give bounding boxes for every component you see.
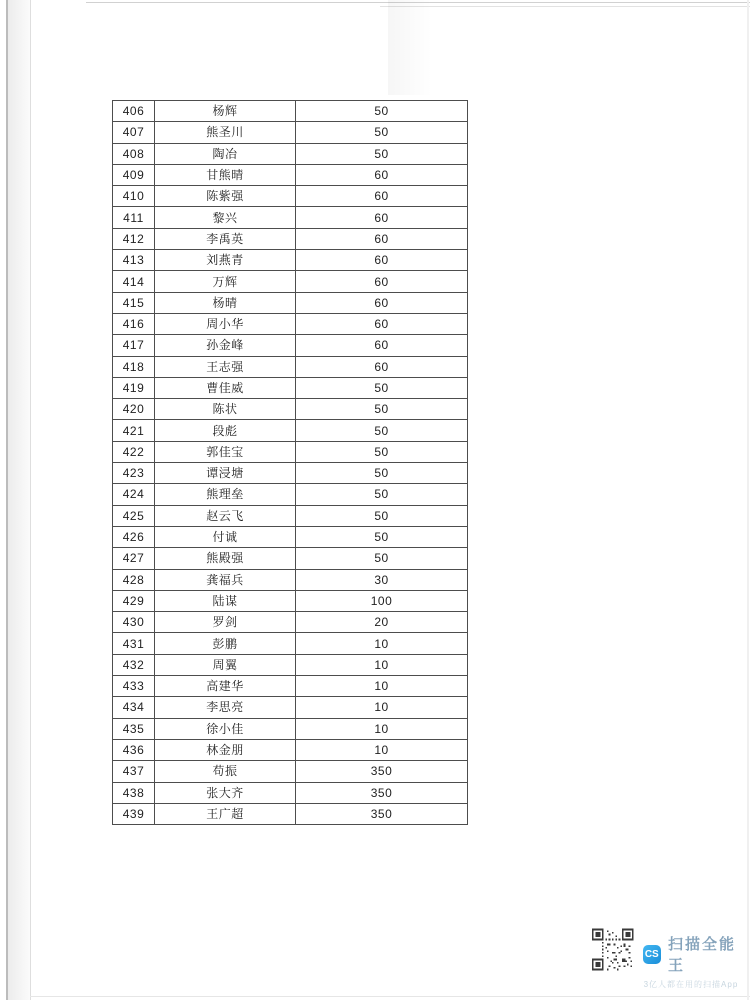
table-row <box>113 207 468 228</box>
row-number-cell: 438 <box>113 782 155 803</box>
watermark-brand-text: 扫描全能王 <box>667 936 736 974</box>
row-number-cell: 434 <box>113 697 155 718</box>
value-cell: 50 <box>296 548 468 569</box>
name-cell: 万辉 <box>155 271 296 292</box>
scan-edge-line <box>747 0 749 1000</box>
table-row <box>113 761 468 782</box>
row-number-cell: 431 <box>113 633 155 654</box>
name-cell: 赵云飞 <box>155 505 296 526</box>
name-cell: 曹佳威 <box>155 377 296 398</box>
name-cell: 陈紫强 <box>155 186 296 207</box>
name-cell: 郭佳宝 <box>155 441 296 462</box>
value-cell: 50 <box>296 484 468 505</box>
value-cell: 60 <box>296 356 468 377</box>
score-table-body <box>113 101 468 825</box>
value-cell: 10 <box>296 654 468 675</box>
name-cell: 陈状 <box>155 399 296 420</box>
row-number-cell: 424 <box>113 484 155 505</box>
name-cell: 徐小佳 <box>155 718 296 739</box>
name-cell: 熊圣川 <box>155 122 296 143</box>
table-row <box>113 463 468 484</box>
value-cell: 350 <box>296 761 468 782</box>
value-cell: 60 <box>296 186 468 207</box>
name-cell: 王志强 <box>155 356 296 377</box>
row-number-cell: 413 <box>113 250 155 271</box>
table-row <box>113 739 468 760</box>
table-row <box>113 590 468 611</box>
table-row <box>113 101 468 122</box>
value-cell: 10 <box>296 676 468 697</box>
value-cell: 10 <box>296 633 468 654</box>
value-cell: 60 <box>296 228 468 249</box>
row-number-cell: 430 <box>113 612 155 633</box>
row-number-cell: 435 <box>113 718 155 739</box>
name-cell: 周小华 <box>155 313 296 334</box>
table-row <box>113 441 468 462</box>
table-row <box>113 292 468 313</box>
name-cell: 苟振 <box>155 761 296 782</box>
score-table <box>112 100 468 825</box>
qr-code-icon <box>592 928 634 971</box>
row-number-cell: 437 <box>113 761 155 782</box>
table-row <box>113 271 468 292</box>
table-row <box>113 313 468 334</box>
name-cell: 龚福兵 <box>155 569 296 590</box>
table-row <box>113 718 468 739</box>
value-cell: 10 <box>296 739 468 760</box>
value-cell: 10 <box>296 697 468 718</box>
name-cell: 张大齐 <box>155 782 296 803</box>
value-cell: 50 <box>296 463 468 484</box>
name-cell: 周翼 <box>155 654 296 675</box>
row-number-cell: 416 <box>113 313 155 334</box>
name-cell: 陶冶 <box>155 143 296 164</box>
value-cell: 50 <box>296 420 468 441</box>
row-number-cell: 425 <box>113 505 155 526</box>
scan-edge-line <box>30 996 750 997</box>
name-cell: 林金朋 <box>155 739 296 760</box>
table-row <box>113 548 468 569</box>
name-cell: 付诚 <box>155 526 296 547</box>
name-cell: 罗剑 <box>155 612 296 633</box>
value-cell: 50 <box>296 101 468 122</box>
name-cell: 黎兴 <box>155 207 296 228</box>
value-cell: 350 <box>296 803 468 824</box>
table-row <box>113 782 468 803</box>
row-number-cell: 436 <box>113 739 155 760</box>
name-cell: 王广超 <box>155 803 296 824</box>
name-cell: 高建华 <box>155 676 296 697</box>
table-row <box>113 143 468 164</box>
table-row <box>113 654 468 675</box>
table-row <box>113 803 468 824</box>
value-cell: 50 <box>296 377 468 398</box>
table-row <box>113 228 468 249</box>
value-cell: 350 <box>296 782 468 803</box>
table-row <box>113 484 468 505</box>
name-cell: 段彪 <box>155 420 296 441</box>
table-row <box>113 250 468 271</box>
table-row <box>113 612 468 633</box>
value-cell: 50 <box>296 505 468 526</box>
row-number-cell: 409 <box>113 164 155 185</box>
row-number-cell: 406 <box>113 101 155 122</box>
row-number-cell: 423 <box>113 463 155 484</box>
row-number-cell: 432 <box>113 654 155 675</box>
row-number-cell: 417 <box>113 335 155 356</box>
value-cell: 50 <box>296 143 468 164</box>
table-row <box>113 164 468 185</box>
value-cell: 60 <box>296 292 468 313</box>
name-cell: 谭浸塘 <box>155 463 296 484</box>
value-cell: 60 <box>296 250 468 271</box>
row-number-cell: 408 <box>113 143 155 164</box>
table-row <box>113 335 468 356</box>
name-cell: 陆谋 <box>155 590 296 611</box>
value-cell: 10 <box>296 718 468 739</box>
value-cell: 60 <box>296 313 468 334</box>
name-cell: 刘燕青 <box>155 250 296 271</box>
name-cell: 李禹英 <box>155 228 296 249</box>
value-cell: 60 <box>296 271 468 292</box>
name-cell: 熊理垒 <box>155 484 296 505</box>
table-row <box>113 122 468 143</box>
scan-edge-line <box>380 6 750 7</box>
scan-edge-shade <box>8 0 30 1000</box>
table-row <box>113 399 468 420</box>
row-number-cell: 427 <box>113 548 155 569</box>
row-number-cell: 426 <box>113 526 155 547</box>
scanner-watermark <box>592 926 750 990</box>
value-cell: 20 <box>296 612 468 633</box>
value-cell: 60 <box>296 207 468 228</box>
table-row <box>113 633 468 654</box>
table-row <box>113 676 468 697</box>
value-cell: 30 <box>296 569 468 590</box>
name-cell: 彭鹏 <box>155 633 296 654</box>
table-row <box>113 697 468 718</box>
row-number-cell: 418 <box>113 356 155 377</box>
name-cell: 甘熊晴 <box>155 164 296 185</box>
name-cell: 杨辉 <box>155 101 296 122</box>
row-number-cell: 410 <box>113 186 155 207</box>
table-row <box>113 526 468 547</box>
table-row <box>113 377 468 398</box>
row-number-cell: 420 <box>113 399 155 420</box>
row-number-cell: 421 <box>113 420 155 441</box>
paper-fold-shadow <box>388 0 432 95</box>
row-number-cell: 407 <box>113 122 155 143</box>
value-cell: 60 <box>296 164 468 185</box>
value-cell: 60 <box>296 335 468 356</box>
row-number-cell: 428 <box>113 569 155 590</box>
row-number-cell: 419 <box>113 377 155 398</box>
value-cell: 100 <box>296 590 468 611</box>
camscanner-logo-icon: CS <box>643 945 661 964</box>
row-number-cell: 422 <box>113 441 155 462</box>
row-number-cell: 411 <box>113 207 155 228</box>
table-row <box>113 569 468 590</box>
table-row <box>113 420 468 441</box>
name-cell: 熊殿强 <box>155 548 296 569</box>
row-number-cell: 414 <box>113 271 155 292</box>
scan-edge-line <box>30 0 31 1000</box>
table-row <box>113 505 468 526</box>
value-cell: 50 <box>296 399 468 420</box>
name-cell: 杨晴 <box>155 292 296 313</box>
row-number-cell: 439 <box>113 803 155 824</box>
row-number-cell: 412 <box>113 228 155 249</box>
value-cell: 50 <box>296 122 468 143</box>
watermark-tagline: 3亿人都在用的扫描App <box>643 980 739 989</box>
value-cell: 50 <box>296 526 468 547</box>
value-cell: 50 <box>296 441 468 462</box>
row-number-cell: 429 <box>113 590 155 611</box>
row-number-cell: 433 <box>113 676 155 697</box>
name-cell: 孙金峰 <box>155 335 296 356</box>
table-row <box>113 186 468 207</box>
row-number-cell: 415 <box>113 292 155 313</box>
name-cell: 李思亮 <box>155 697 296 718</box>
table-row <box>113 356 468 377</box>
